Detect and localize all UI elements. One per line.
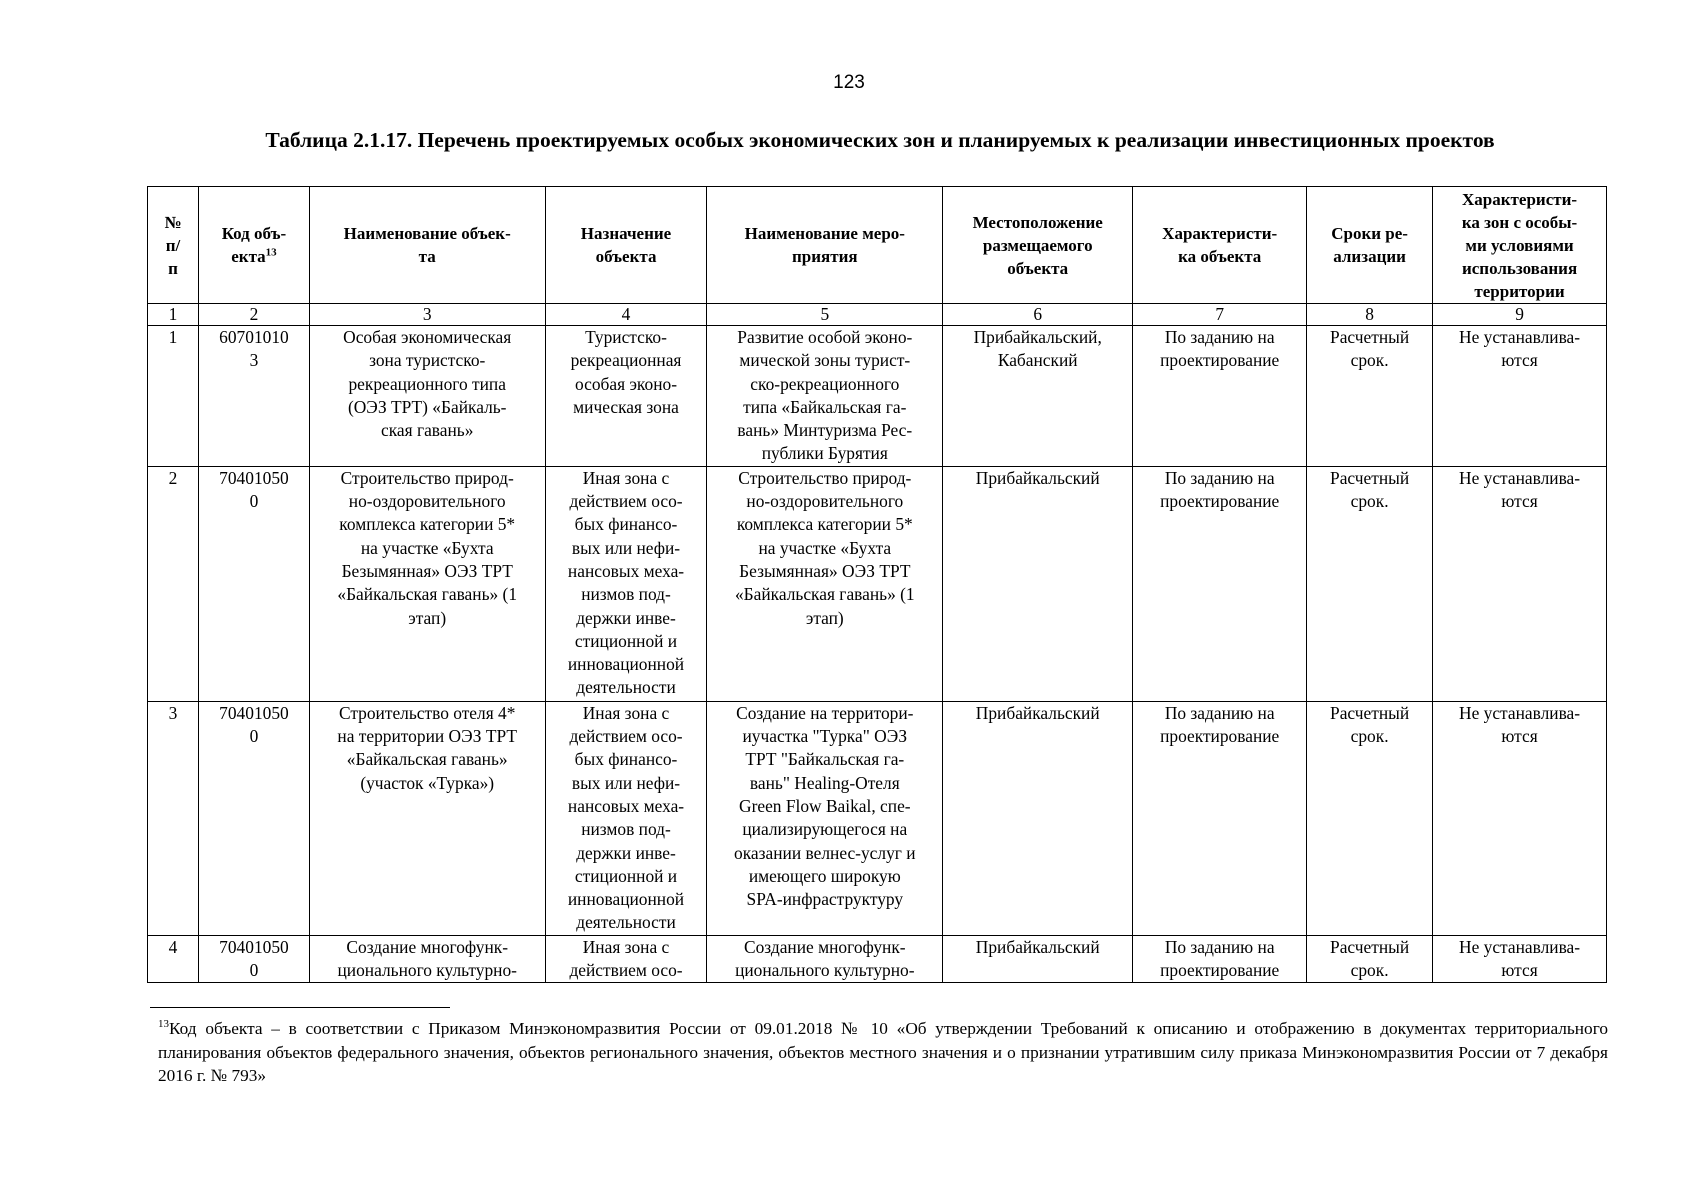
header-cell-purpose: Назначение объекта (545, 187, 707, 304)
footnote-divider (150, 1007, 450, 1008)
cell-code: 70401050 0 (199, 701, 310, 935)
column-number: 1 (148, 304, 199, 326)
cell-num: 3 (148, 701, 199, 935)
table-row (148, 466, 1607, 701)
cell-purpose: Иная зона с действием осо- (545, 935, 707, 983)
cell-code: 70401050 0 (199, 466, 310, 701)
cell-purpose: Туристско- рекреационная особая эконо- мическая зона (545, 326, 707, 467)
page-number: 123 (833, 72, 865, 93)
cell-location: Прибайкальский (943, 466, 1133, 701)
footnote-ref: 13 (265, 246, 277, 259)
column-number: 9 (1433, 304, 1607, 326)
header-cell-location: Местоположение размещаемого объекта (943, 187, 1133, 304)
column-number: 3 (309, 304, 545, 326)
cell-term: Расчетный срок. (1307, 701, 1433, 935)
cell-name: Строительство отеля 4* на территории ОЭЗ ТРТ «Байкальская гавань» (участок «Турка») (309, 701, 545, 935)
footnote-marker: 13 (158, 1018, 169, 1031)
cell-zones: Не устанавлива- ются (1433, 466, 1607, 701)
cell-characteristic: По заданию на проектирование (1133, 466, 1307, 701)
cell-event: Создание на территори- иучастка "Турка" ОЭЗ ТРТ "Байкальская га- вань" Healing-Отеля Green Flow Baikal, спе- циализирующегося на оказании велнес-услуг и имеющего широкую SPA-инфраструктуру (707, 701, 943, 935)
table-header-row (148, 187, 1607, 304)
cell-num: 1 (148, 326, 199, 467)
cell-location: Прибайкальский (943, 935, 1133, 983)
header-cell-characteristic: Характеристи- ка объекта (1133, 187, 1307, 304)
header-cell-num: № п/ п (148, 187, 199, 304)
cell-code: 70401050 0 (199, 935, 310, 983)
header-cell-term: Сроки ре- ализации (1307, 187, 1433, 304)
cell-zones: Не устанавлива- ются (1433, 326, 1607, 467)
column-number: 2 (199, 304, 310, 326)
cell-num: 2 (148, 466, 199, 701)
cell-term: Расчетный срок. (1307, 326, 1433, 467)
footnote (158, 1017, 1608, 1088)
cell-purpose: Иная зона с действием осо- бых финансо- вых или нефи- нансовых меха- низмов под- держки инве- стиционной и инновационной деятельности (545, 466, 707, 701)
column-number: 8 (1307, 304, 1433, 326)
footnote-text: Код объекта – в соответствии с Приказом Минэкономразвития России от 09.01.2018 № 10 «Об утверждении Требований к описанию и отображению в документах территориального планирования объектов федерального значения, объектов регионального значения, объектов местного значения и о признании утратившим силу приказа Минэкономразвития России от 7 декабря 2016 г. № 793» (158, 1019, 1608, 1085)
cell-event: Строительство природ- но-оздоровительного комплекса категории 5* на участке «Бухта Безымянная» ОЭЗ ТРТ «Байкальская гавань» (1 этап) (707, 466, 943, 701)
cell-name: Строительство природ- но-оздоровительного комплекса категории 5* на участке «Бухта Безымянная» ОЭЗ ТРТ «Байкальская гавань» (1 этап) (309, 466, 545, 701)
cell-zones: Не устанавлива- ются (1433, 935, 1607, 983)
cell-zones: Не устанавлива- ются (1433, 701, 1607, 935)
cell-characteristic: По заданию на проектирование (1133, 326, 1307, 467)
projects-table (147, 186, 1607, 983)
cell-term: Расчетный срок. (1307, 935, 1433, 983)
column-number-row (148, 304, 1607, 326)
cell-location: Прибайкальский (943, 701, 1133, 935)
table-row (148, 326, 1607, 467)
column-number: 5 (707, 304, 943, 326)
cell-event: Развитие особой эконо- мической зоны турист- ско-рекреационного типа «Байкальская га- вань» Минтуризма Рес- публики Бурятия (707, 326, 943, 467)
cell-name: Особая экономическая зона туристско- рекреационного типа (ОЭЗ ТРТ) «Байкаль- ская гавань» (309, 326, 545, 467)
cell-purpose: Иная зона с действием осо- бых финансо- вых или нефи- нансовых меха- низмов под- держки инве- стиционной и инновационной деятельности (545, 701, 707, 935)
header-cell-event: Наименование меро- приятия (707, 187, 943, 304)
cell-event: Создание многофунк- ционального культурно- (707, 935, 943, 983)
cell-name: Создание многофунк- ционального культурно- (309, 935, 545, 983)
table-row (148, 935, 1607, 983)
cell-characteristic: По заданию на проектирование (1133, 701, 1307, 935)
table-title: Таблица 2.1.17. Перечень проектируемых особых экономических зон и планируемых к реализации инвестиционных проектов (265, 128, 1495, 152)
header-code-label: Код объ- екта (221, 224, 287, 266)
cell-location: Прибайкальский, Кабанский (943, 326, 1133, 467)
header-cell-code (199, 187, 310, 304)
cell-num: 4 (148, 935, 199, 983)
column-number: 4 (545, 304, 707, 326)
table-row (148, 701, 1607, 935)
column-number: 7 (1133, 304, 1307, 326)
cell-code: 60701010 3 (199, 326, 310, 467)
header-cell-name: Наименование объек- та (309, 187, 545, 304)
column-number: 6 (943, 304, 1133, 326)
cell-term: Расчетный срок. (1307, 466, 1433, 701)
header-cell-zones: Характеристи- ка зон с особы- ми условиями использования территории (1433, 187, 1607, 304)
cell-characteristic: По заданию на проектирование (1133, 935, 1307, 983)
